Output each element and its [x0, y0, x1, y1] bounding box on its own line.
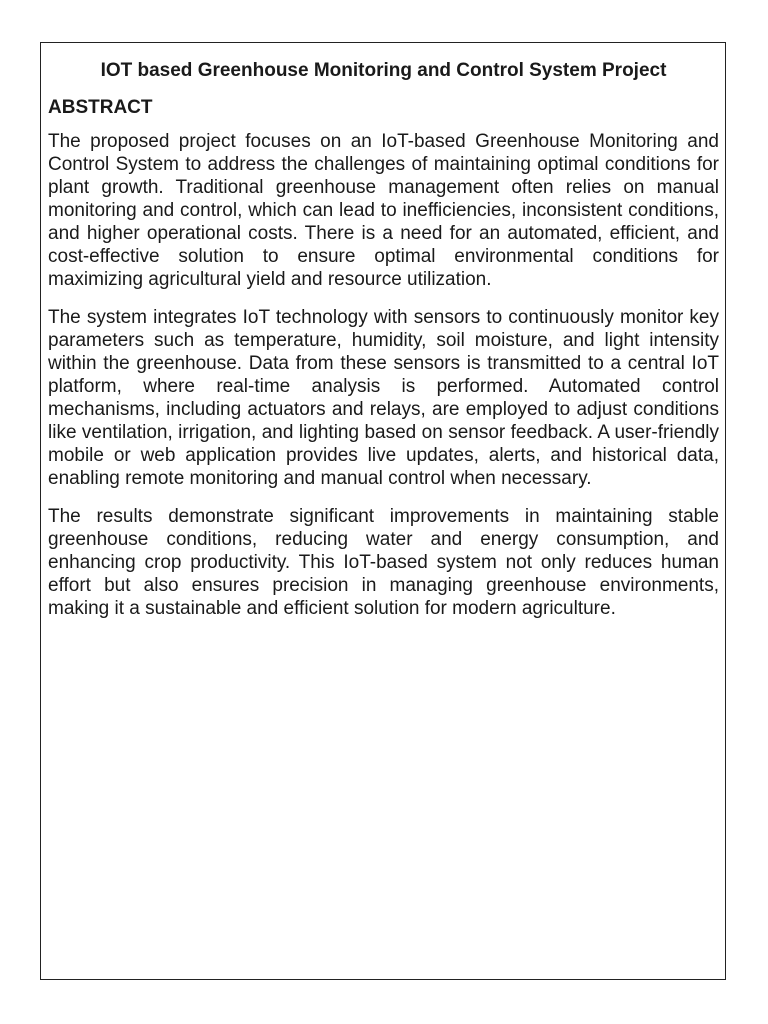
abstract-heading: ABSTRACT [48, 97, 153, 118]
abstract-paragraph-3: The results demonstrate significant improvements in maintaining stable greenhouse conditions, reducing water and energy consumption, and enhancing crop productivity. This IoT-based system not only reduces human effort but also ensures precision in managing greenhouse environments, making it a sustainable and efficient solution for modern agriculture. [48, 506, 719, 619]
document-body [48, 59, 719, 635]
abstract-paragraph-1: The proposed project focuses on an IoT-based Greenhouse Monitoring and Control System to address the challenges of maintaining optimal conditions for plant growth. Traditional greenhouse management often relies on manual monitoring and control, which can lead to inefficiencies, inconsistent conditions, and higher operational costs. There is a need for an automated, efficient, and cost-effective solution to ensure optimal environmental conditions for maximizing agricultural yield and resource utilization. [48, 131, 719, 290]
abstract-paragraph-2: The system integrates IoT technology with sensors to continuously monitor key parameters such as temperature, humidity, soil moisture, and light intensity within the greenhouse. Data from these sensors is transmitted to a central IoT platform, where real-time analysis is performed. Automated control mechanisms, including actuators and relays, are employed to adjust conditions like ventilation, irrigation, and lighting based on sensor feedback. A user-friendly mobile or web application provides live updates, alerts, and historical data, enabling remote monitoring and manual control when necessary. [48, 307, 719, 489]
document-title: IOT based Greenhouse Monitoring and Control System Project [100, 60, 667, 81]
page-border-frame [40, 42, 726, 980]
